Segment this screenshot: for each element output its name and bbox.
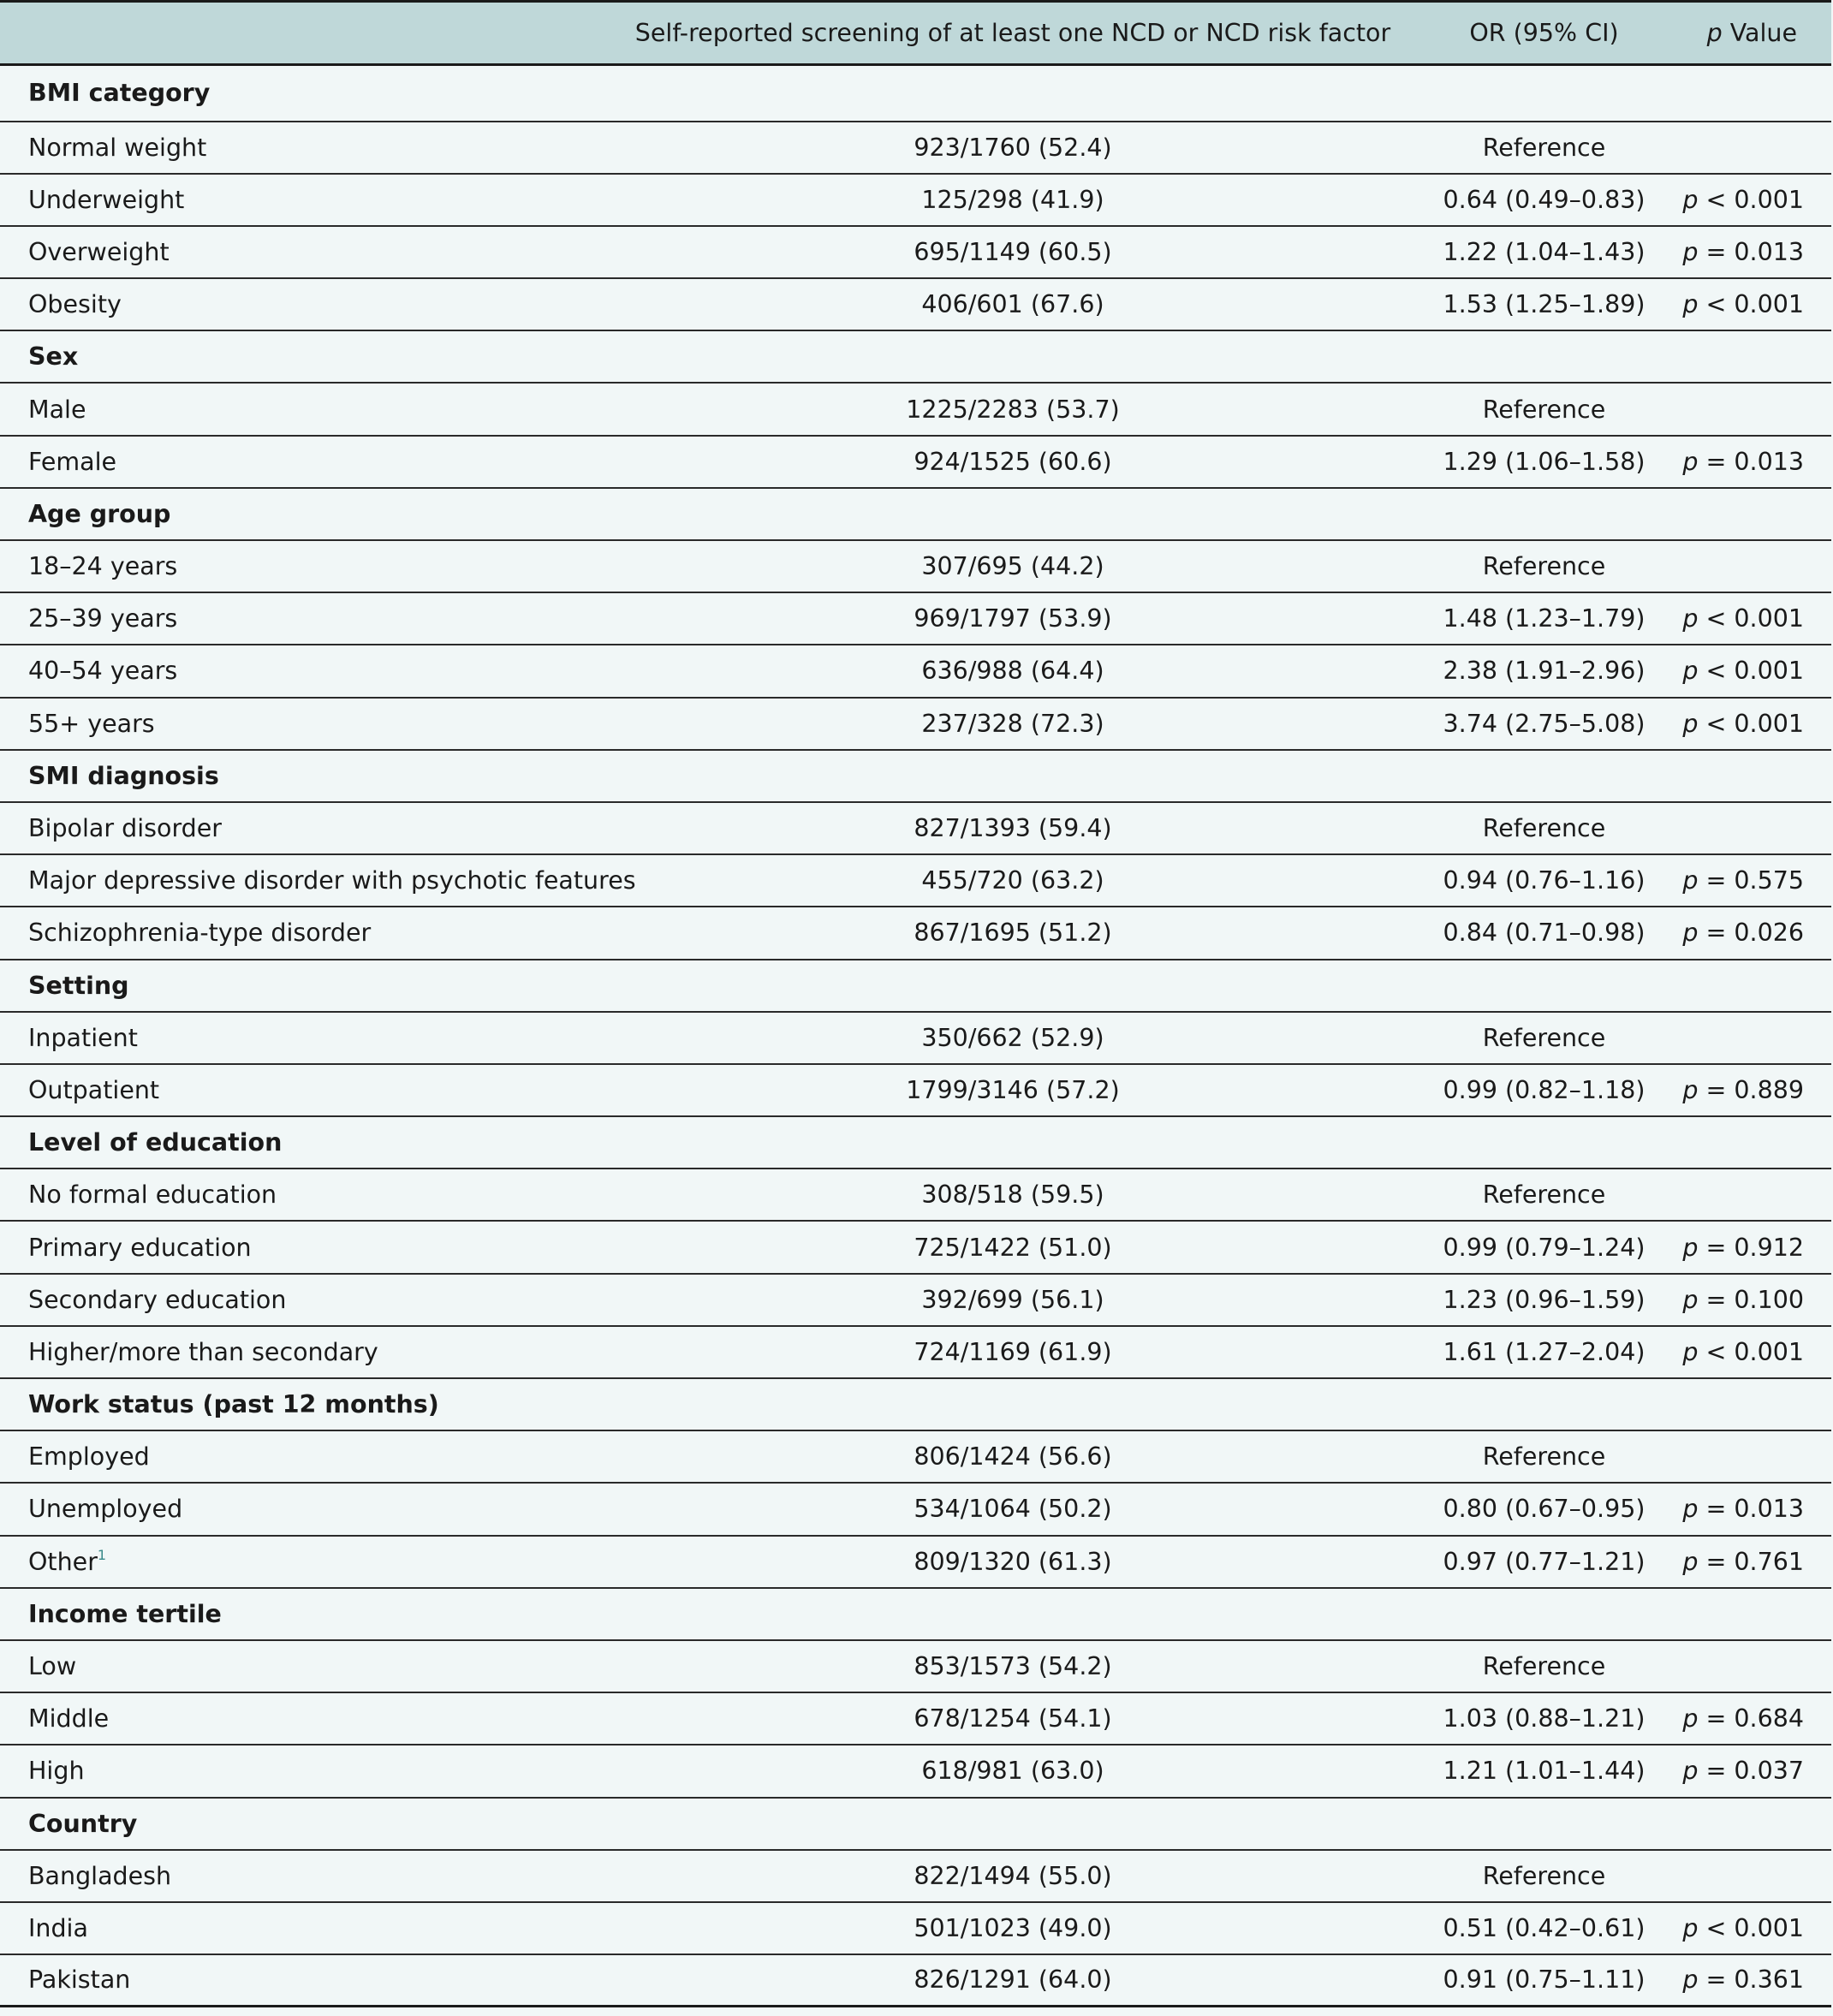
row-label: Obesity: [28, 290, 122, 319]
table-row: [0, 645, 1831, 697]
table-row: [0, 122, 1831, 174]
odds-ratio: 0.97 (0.77–1.21): [1443, 1547, 1646, 1576]
odds-ratio: 0.99 (0.82–1.18): [1443, 1075, 1646, 1104]
screening-count: 969/1797 (53.9): [914, 604, 1112, 633]
group-label: BMI category: [28, 79, 211, 108]
row-label-cell: [0, 122, 591, 174]
screening-count: 237/328 (72.3): [921, 709, 1104, 738]
table-row: [0, 1850, 1831, 1902]
p-value: [1653, 383, 1831, 435]
p-number: 0.889: [1734, 1075, 1804, 1104]
row-label-cell: [0, 1012, 591, 1064]
table-row: [0, 854, 1831, 907]
p-operator: =: [1698, 919, 1735, 948]
table-row: [0, 1536, 1831, 1588]
row-label: Female: [28, 447, 117, 476]
row-label-cell: [0, 1640, 591, 1692]
screening-count: 534/1064 (50.2): [914, 1495, 1112, 1524]
row-label-cell: [0, 1745, 591, 1797]
table-row: [0, 383, 1831, 435]
p-value: [1653, 1954, 1831, 2006]
row-label: India: [28, 1913, 88, 1942]
p-italic: p: [1682, 1337, 1699, 1366]
table-row: [0, 1902, 1831, 1954]
row-label: 40–54 years: [28, 657, 178, 686]
p-value: [1653, 1536, 1831, 1588]
odds-ratio: Reference: [1482, 1023, 1606, 1052]
screening-count: 125/298 (41.9): [921, 185, 1104, 214]
p-value: [1653, 122, 1831, 174]
p-operator: =: [1698, 1233, 1735, 1262]
table-row: [0, 174, 1831, 226]
p-italic: p: [1682, 1704, 1699, 1734]
p-number: 0.912: [1734, 1233, 1804, 1262]
header-odds-ratio: OR (95% CI): [1469, 19, 1619, 47]
p-italic: p: [1682, 1233, 1699, 1262]
p-value: [1653, 1430, 1831, 1483]
row-label: Overweight: [28, 237, 170, 266]
p-operator: <: [1698, 657, 1735, 686]
table-row: [0, 1064, 1831, 1116]
p-italic: p: [1682, 290, 1699, 319]
p-number: 0.001: [1734, 1913, 1804, 1942]
table-row: [0, 1221, 1831, 1273]
table-row: [0, 436, 1831, 488]
screening-count: 406/601 (67.6): [921, 290, 1104, 319]
table-row: [0, 1640, 1831, 1692]
p-value: [1653, 1012, 1831, 1064]
row-label-cell: [0, 1326, 591, 1378]
p-operator: =: [1698, 1075, 1735, 1104]
p-number: 0.001: [1734, 709, 1804, 738]
row-label-cell: [0, 1221, 591, 1273]
p-italic: p: [1682, 1285, 1699, 1314]
p-italic: p: [1682, 604, 1699, 633]
odds-ratio: Reference: [1482, 814, 1606, 843]
odds-ratio: 1.03 (0.88–1.21): [1443, 1704, 1646, 1734]
p-italic: p: [1682, 657, 1699, 686]
table-row: [0, 1745, 1831, 1797]
odds-ratio: Reference: [1482, 395, 1606, 424]
screening-count: 924/1525 (60.6): [914, 447, 1112, 476]
screening-count: 678/1254 (54.1): [914, 1704, 1112, 1734]
odds-ratio: 1.23 (0.96–1.59): [1443, 1285, 1646, 1314]
screening-count: 501/1023 (49.0): [914, 1913, 1112, 1942]
group-header-row: [0, 488, 1831, 540]
odds-ratio: 1.53 (1.25–1.89): [1443, 290, 1646, 319]
row-label: Pakistan: [28, 1965, 131, 1995]
table-row: [0, 1274, 1831, 1326]
p-value: [1653, 278, 1831, 330]
table-row: [0, 540, 1831, 592]
row-label-cell: [0, 645, 591, 697]
screening-count: 618/981 (63.0): [921, 1757, 1104, 1786]
p-italic: p: [1682, 1495, 1699, 1524]
odds-ratio: Reference: [1482, 1180, 1606, 1210]
screening-count: 307/695 (44.2): [921, 552, 1104, 581]
odds-ratio: 0.94 (0.76–1.16): [1443, 866, 1646, 895]
odds-ratio: 1.29 (1.06–1.58): [1443, 447, 1646, 476]
row-label: Major depressive disorder with psychotic features: [28, 866, 636, 895]
row-label-cell: [0, 592, 591, 645]
group-header-row: [0, 960, 1831, 1012]
screening-count: 350/662 (52.9): [921, 1023, 1104, 1052]
odds-ratio: 3.74 (2.75–5.08): [1443, 709, 1646, 738]
screening-count: 822/1494 (55.0): [914, 1861, 1112, 1890]
row-label-cell: [0, 802, 591, 854]
p-number: 0.013: [1734, 1495, 1804, 1524]
table-header: [0, 2, 1831, 65]
p-value: [1653, 1169, 1831, 1221]
row-label-cell: [0, 1850, 591, 1902]
p-operator: =: [1698, 1704, 1735, 1734]
p-italic: p: [1682, 866, 1699, 895]
screening-count: 636/988 (64.4): [921, 657, 1104, 686]
p-value: [1653, 1692, 1831, 1745]
row-label: No formal education: [28, 1180, 277, 1210]
odds-ratio: 1.48 (1.23–1.79): [1443, 604, 1646, 633]
group-header-row: [0, 330, 1831, 383]
odds-ratio: 1.61 (1.27–2.04): [1443, 1337, 1646, 1366]
group-header-row: [0, 1378, 1831, 1430]
row-label: Middle: [28, 1704, 110, 1734]
row-label-cell: [0, 854, 636, 907]
p-italic: p: [1682, 1757, 1699, 1786]
screening-count: 809/1320 (61.3): [914, 1547, 1112, 1576]
p-value: [1653, 854, 1831, 907]
table-row: [0, 802, 1831, 854]
table-row: [0, 1012, 1831, 1064]
p-value: [1653, 907, 1831, 959]
odds-ratio: 1.21 (1.01–1.44): [1443, 1757, 1646, 1786]
screening-count: 853/1573 (54.2): [914, 1652, 1112, 1681]
p-italic: p: [1682, 1965, 1699, 1995]
screening-count: 923/1760 (52.4): [914, 133, 1112, 162]
header-p-value: [1653, 2, 1831, 65]
screening-count: 455/720 (63.2): [921, 866, 1104, 895]
row-label-cell: [0, 226, 591, 278]
p-italic: p: [1682, 447, 1699, 476]
row-label: 25–39 years: [28, 604, 178, 633]
row-label-cell: [0, 1169, 591, 1221]
row-label: Higher/more than secondary: [28, 1337, 378, 1366]
group-label: Income tertile: [28, 1599, 222, 1628]
row-label: Schizophrenia-type disorder: [28, 919, 372, 948]
table-row: [0, 1326, 1831, 1378]
table-body: [0, 65, 1831, 2007]
odds-ratio: Reference: [1482, 1652, 1606, 1681]
p-italic: p: [1682, 1075, 1699, 1104]
row-label-cell: [0, 1902, 591, 1954]
p-italic: p: [1682, 185, 1699, 214]
p-value: [1653, 698, 1831, 750]
header-variable: [0, 2, 591, 65]
table-row: [0, 1692, 1831, 1745]
row-label-cell: [0, 436, 591, 488]
p-value: [1653, 592, 1831, 645]
p-value: [1653, 645, 1831, 697]
group-header-row: [0, 1798, 1831, 1850]
row-label-cell: [0, 698, 591, 750]
row-label: Primary education: [28, 1233, 252, 1262]
p-operator: <: [1698, 185, 1735, 214]
header-screening: Self-reported screening of at least one NCD or NCD risk factor: [634, 19, 1391, 47]
header-row: [0, 2, 1831, 65]
p-operator: =: [1698, 237, 1735, 266]
table-row: [0, 907, 1831, 959]
odds-ratio: 2.38 (1.91–2.96): [1443, 657, 1646, 686]
row-label-cell: [0, 540, 591, 592]
p-value: [1653, 802, 1831, 854]
p-operator: =: [1698, 1495, 1735, 1524]
p-value: [1653, 226, 1831, 278]
row-label-cell: [0, 1536, 591, 1588]
row-label: Other: [28, 1547, 98, 1576]
row-label: 18–24 years: [28, 552, 178, 581]
group-header-row: [0, 750, 1831, 802]
p-value: [1653, 1064, 1831, 1116]
group-label: Level of education: [28, 1128, 283, 1157]
table-row: [0, 1483, 1831, 1535]
p-operator: =: [1698, 1285, 1735, 1314]
p-number: 0.001: [1734, 657, 1804, 686]
p-number: 0.361: [1734, 1965, 1804, 1995]
p-number: 0.761: [1734, 1547, 1804, 1576]
p-value: [1653, 540, 1831, 592]
row-label-cell: [0, 1430, 591, 1483]
row-label-cell: [0, 907, 591, 959]
table-row: [0, 698, 1831, 750]
p-operator: <: [1698, 1337, 1735, 1366]
p-number: 0.001: [1734, 1337, 1804, 1366]
p-value: [1653, 1850, 1831, 1902]
group-label: SMI diagnosis: [28, 761, 219, 790]
odds-ratio: Reference: [1482, 133, 1606, 162]
odds-ratio: 0.80 (0.67–0.95): [1443, 1495, 1646, 1524]
p-operator: <: [1698, 1913, 1735, 1942]
p-number: 0.013: [1734, 237, 1804, 266]
p-number: 0.037: [1734, 1757, 1804, 1786]
p-italic: p: [1682, 919, 1699, 948]
p-number: 0.001: [1734, 290, 1804, 319]
group-label: Country: [28, 1809, 138, 1838]
row-label-cell: [0, 1483, 591, 1535]
group-label: Age group: [28, 499, 171, 528]
p-italic: p: [1682, 1547, 1699, 1576]
row-label: Outpatient: [28, 1075, 160, 1104]
screening-count: 724/1169 (61.9): [914, 1337, 1112, 1366]
odds-ratio: Reference: [1482, 1861, 1606, 1890]
p-value: [1653, 436, 1831, 488]
row-label-cell: [0, 1954, 591, 2006]
row-label-cell: [0, 383, 591, 435]
table-row: [0, 592, 1831, 645]
odds-ratio: Reference: [1482, 552, 1606, 581]
p-value: [1653, 1274, 1831, 1326]
p-number: 0.001: [1734, 185, 1804, 214]
p-value: [1653, 1483, 1831, 1535]
p-value: [1653, 1745, 1831, 1797]
group-header-row: [0, 1116, 1831, 1169]
p-number: 0.100: [1734, 1285, 1804, 1314]
table-row: [0, 278, 1831, 330]
odds-ratio: 0.64 (0.49–0.83): [1443, 185, 1646, 214]
p-operator: <: [1698, 709, 1735, 738]
p-value: [1653, 174, 1831, 226]
p-operator: =: [1698, 447, 1735, 476]
group-header-row: [0, 1588, 1831, 1640]
odds-ratio: 0.91 (0.75–1.11): [1443, 1965, 1646, 1995]
p-operator: =: [1698, 1965, 1735, 1995]
p-number: 0.026: [1734, 919, 1804, 948]
row-label-cell: [0, 278, 591, 330]
p-operator: =: [1698, 866, 1735, 895]
table-row: [0, 1954, 1831, 2006]
p-operator: =: [1698, 1547, 1735, 1576]
odds-ratio: 0.99 (0.79–1.24): [1443, 1233, 1646, 1262]
p-value: [1653, 1902, 1831, 1954]
row-label: Employed: [28, 1442, 150, 1472]
group-header-row: [0, 65, 1831, 122]
table-row: [0, 1430, 1831, 1483]
group-label: Work status (past 12 months): [28, 1390, 439, 1419]
p-operator: =: [1698, 1757, 1735, 1786]
p-operator: <: [1698, 604, 1735, 633]
row-label-cell: [0, 1064, 591, 1116]
row-label: Secondary education: [28, 1285, 287, 1314]
row-label: Normal weight: [28, 133, 207, 162]
screening-count: 308/518 (59.5): [921, 1180, 1104, 1210]
group-label: Sex: [28, 342, 79, 372]
header-value-word: Value: [1722, 19, 1797, 47]
row-label-cell: [0, 1274, 591, 1326]
odds-ratio: 0.51 (0.42–0.61): [1443, 1913, 1646, 1942]
screening-count: 695/1149 (60.5): [914, 237, 1112, 266]
footnote-marker[interactable]: 1: [97, 1546, 107, 1563]
p-italic: p: [1682, 237, 1699, 266]
group-label: Setting: [28, 971, 129, 1000]
p-italic: p: [1682, 709, 1699, 738]
row-label-cell: [0, 174, 591, 226]
odds-ratio: 0.84 (0.71–0.98): [1443, 919, 1646, 948]
odds-ratio: Reference: [1482, 1442, 1606, 1472]
p-number: 0.001: [1734, 604, 1804, 633]
screening-count: 826/1291 (64.0): [914, 1965, 1112, 1995]
p-number: 0.684: [1734, 1704, 1804, 1734]
row-label: Low: [28, 1652, 77, 1681]
screening-count: 827/1393 (59.4): [914, 814, 1112, 843]
table-row: [0, 226, 1831, 278]
row-label: 55+ years: [28, 709, 155, 738]
row-label: Bipolar disorder: [28, 814, 223, 843]
p-value: [1653, 1640, 1831, 1692]
header-p-italic: p: [1706, 19, 1723, 47]
screening-count: 1225/2283 (53.7): [906, 395, 1120, 424]
table-row: [0, 1169, 1831, 1221]
odds-ratio: 1.22 (1.04–1.43): [1443, 237, 1646, 266]
p-number: 0.575: [1734, 866, 1804, 895]
p-italic: p: [1682, 1913, 1699, 1942]
row-label: Inpatient: [28, 1023, 138, 1052]
screening-count: 1799/3146 (57.2): [906, 1075, 1120, 1104]
screening-count: 392/699 (56.1): [921, 1285, 1104, 1314]
p-value: [1653, 1326, 1831, 1378]
row-label: Bangladesh: [28, 1861, 172, 1890]
screening-count: 806/1424 (56.6): [914, 1442, 1112, 1472]
p-operator: <: [1698, 290, 1735, 319]
row-label: High: [28, 1757, 85, 1786]
screening-count: 725/1422 (51.0): [914, 1233, 1112, 1262]
row-label: Underweight: [28, 185, 185, 214]
p-number: 0.013: [1734, 447, 1804, 476]
p-value: [1653, 1221, 1831, 1273]
row-label: Male: [28, 395, 86, 424]
row-label-cell: [0, 1692, 591, 1745]
screening-count: 867/1695 (51.2): [914, 919, 1112, 948]
row-label: Unemployed: [28, 1495, 183, 1524]
